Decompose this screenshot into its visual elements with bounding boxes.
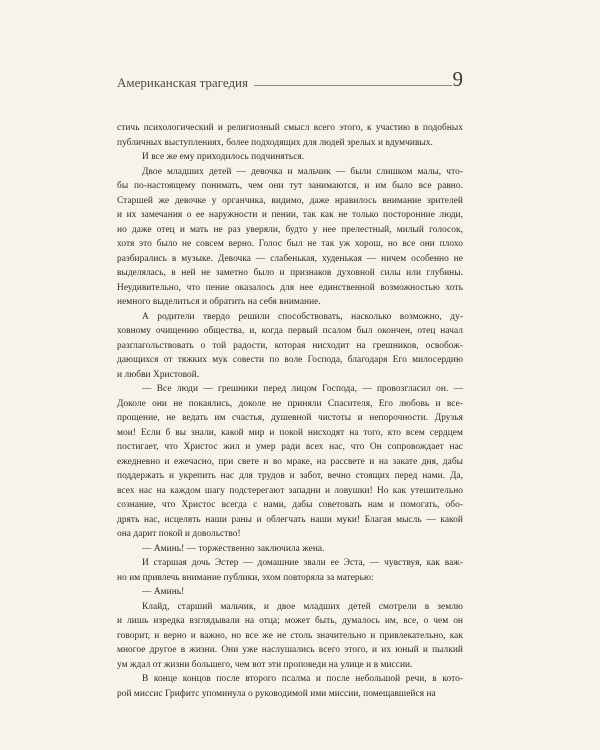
- text-line: всех нас на каждом шагу подстерегают западни и ловушки! Но как утешительно: [117, 485, 463, 496]
- text-line: — Аминь!: [142, 587, 185, 597]
- text-line: хотя это было не совсем верно. Голос был не так уж хорош, но все они плохо: [117, 239, 463, 249]
- text-line: она дарит покой и довольство!: [117, 529, 241, 539]
- text-line: ум ждал от жизни большего, чем вот эти проповеди на улице и в миссии.: [117, 659, 413, 670]
- text-line: немного выделиться и обратить на себя внимание.: [117, 297, 321, 307]
- text-line: Доколе они не покаялись, доколе не приняли Спасителя, Его любовь и все-: [117, 398, 463, 409]
- text-line: стичь психологический и религиозный смысл всего этого, к участию в подобных: [117, 123, 463, 133]
- text-line: прощение, не ведать им счастья, душевной чистоты и непорочности. Друзья: [117, 413, 463, 423]
- text-line: И все же ему приходилось подчиняться.: [142, 152, 305, 162]
- text-line: но им привлечь внимание публики, эхом повторяла за матерью:: [117, 572, 374, 583]
- text-line: Неудивительно, что пение оказалось для нее единственной возможностью хоть: [117, 282, 463, 293]
- text-line: публичных выступлениях, более подходящих для людей зрелых и вдумчивых.: [117, 137, 433, 148]
- text-line: и лишь изредка взглядывали на отца; может быть, думалось им, все, о чем он: [117, 616, 463, 626]
- header-rule: [254, 85, 452, 86]
- text-line: ховному очищению общества, и, когда первый псалом был окончен, отец начал: [117, 326, 463, 336]
- text-line: многое другое в жизни. Они уже наслушались всего этого, и их юный и пылкий: [117, 645, 463, 655]
- text-line: И старшая дочь Эстер — домашние звали ее Эста, — чувствуя, как важ-: [142, 558, 463, 568]
- text-line: выделялась, в ней не заметно было и признаков духовной силы или глубины.: [117, 268, 463, 278]
- text-line: но даже отец и мать не раз уверяли, будто у нее прелестный, милый голосок,: [117, 224, 463, 235]
- text-line: Клайд, старший мальчик, и двое младших детей смотрели в землю: [142, 601, 463, 612]
- text-line: говорит, и верно и важно, но все же не столь значительно и привлекательно, как: [117, 630, 463, 641]
- text-line: и их замечания о ее наружности и пении, так как не только посторонние люди,: [117, 210, 463, 220]
- text-line: Старшей же девочке у органчика, видимо, даже нравилось внимание зрителей: [117, 195, 463, 206]
- text-line: — Аминь! — торжественно заключила жена.: [142, 543, 325, 554]
- text-line: дрять нас, исцелять наши раны и облегчать наши муки! Благая мысль — какой: [117, 514, 463, 525]
- text-line: В конце концов после второго псалма и после небольшой речи, в кото-: [142, 674, 463, 684]
- running-header: [117, 67, 467, 96]
- text-line: ежедневно и ежечасно, при свете и во мраке, на рассвете и на закате дня, дабы: [117, 456, 463, 467]
- text-line: рой миссис Грифитс упоминула о руководимой ими миссии, помещавшейся на: [117, 688, 436, 699]
- body-text: [117, 121, 463, 701]
- text-line: разглагольствовать о той радости, которая нисходит на грешников, освобож-: [117, 340, 463, 351]
- text-line: разбирались в музыке. Девочка — слабенькая, худенькая — ничем особенно не: [117, 253, 463, 264]
- text-line: сознание, что Христос всегда с нами, дабы советовать нам и помогать, обо-: [117, 500, 463, 510]
- text-line: постигает, что Христос жил и умер ради всех нас, что Он сопровождает нас: [117, 442, 463, 452]
- text-line: поддержать и укрепить нас для трудов и забот, вечно стоящих перед нами. Да,: [117, 471, 463, 481]
- page-number: 9: [452, 67, 463, 91]
- text-line: А родители твердо решили способствовать, насколько возможно, ду-: [142, 311, 463, 322]
- text-line: — Все люди — грешники перед лицом Господа, — провозгласил он. —: [142, 384, 463, 394]
- text-line: бы по-настоящему понимать, чем они тут занимаются, и им было все равно.: [117, 181, 463, 191]
- text-line: дающихся от тяжких мук совести по воле Господа, благодаря Его милосердию: [117, 355, 463, 365]
- running-title: Американская трагедия: [117, 75, 248, 90]
- text-line: мои! Если б вы знали, какой мир и покой нисходят на того, кто всем сердцем: [117, 427, 463, 438]
- text-line: Двое младших детей — девочка и мальчик — были слишком малы, что-: [142, 166, 463, 177]
- text-line: и любви Христовой.: [117, 369, 200, 380]
